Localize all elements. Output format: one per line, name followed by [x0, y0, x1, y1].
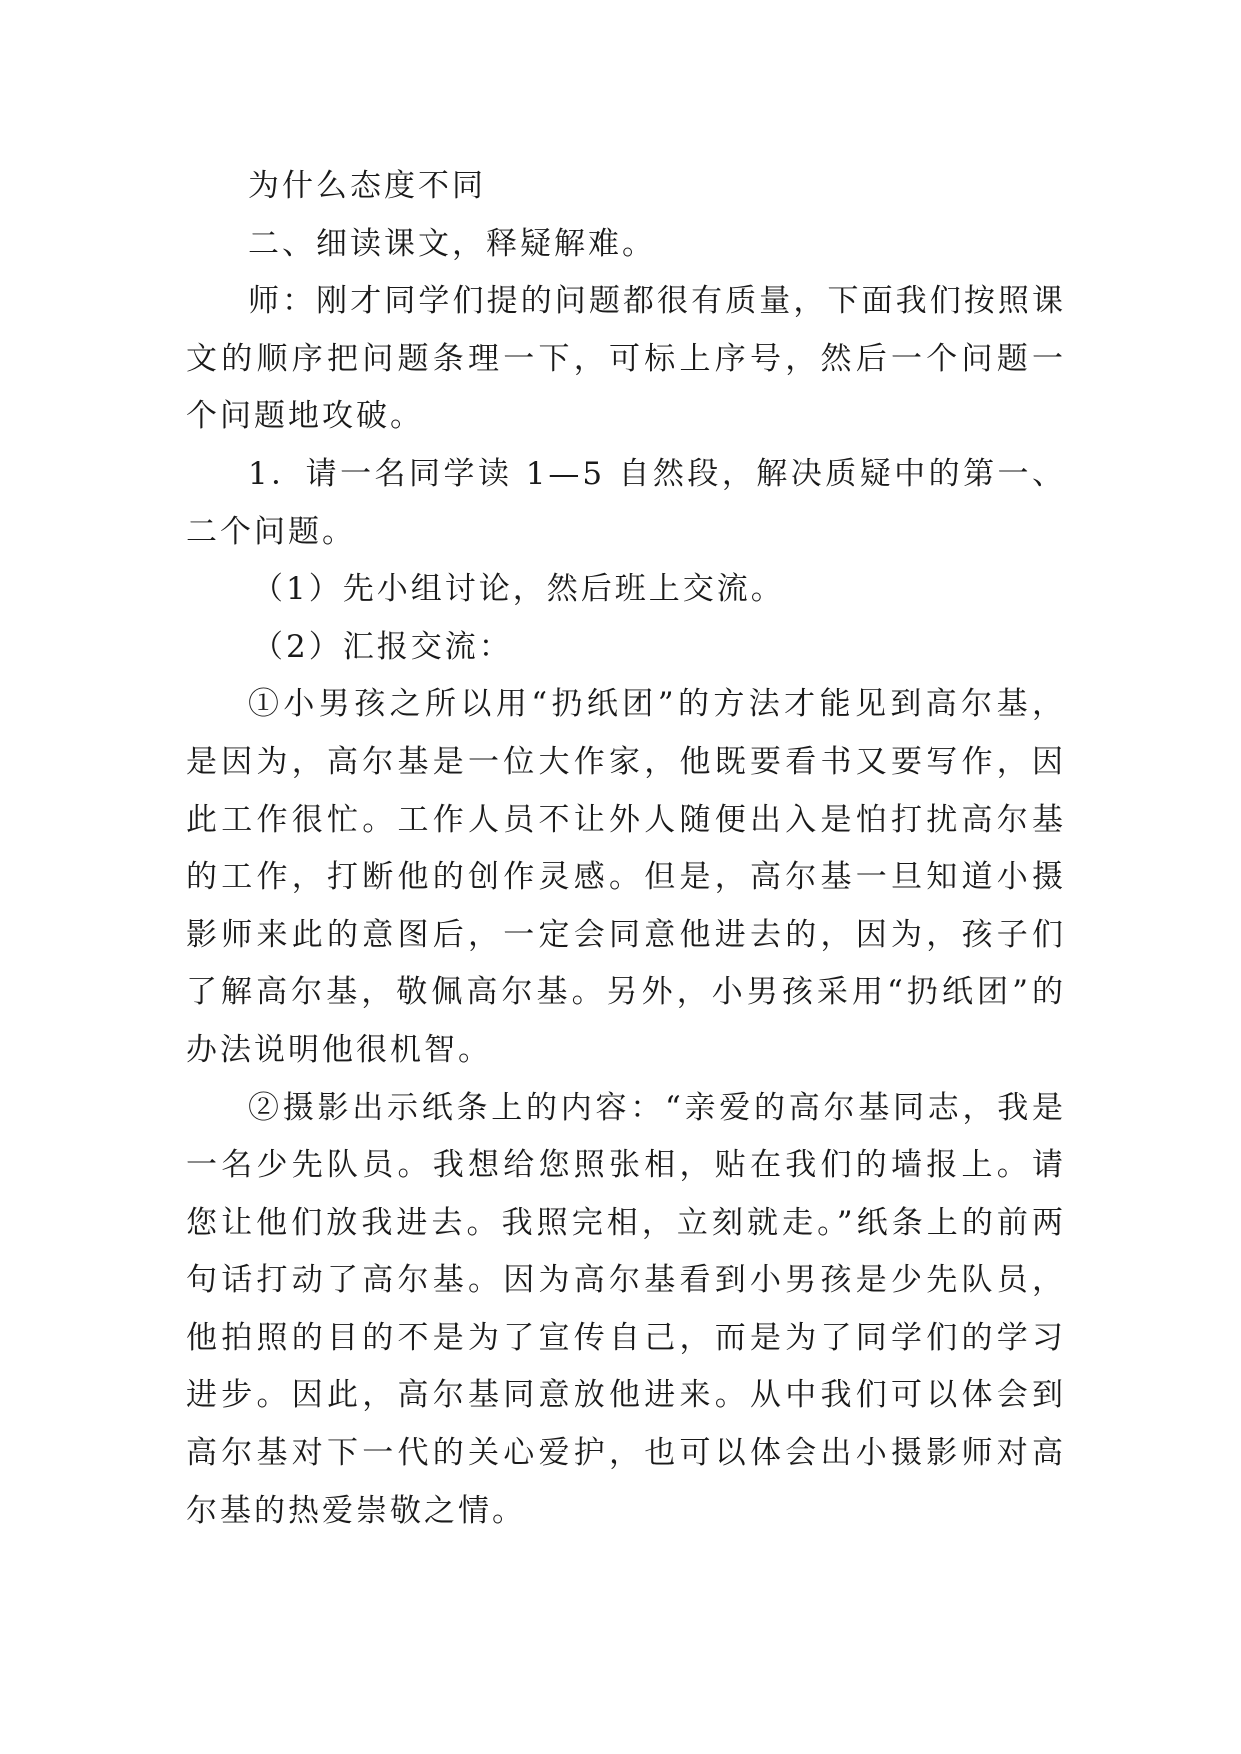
paragraph-question-continuation: 为什么态度不同	[248, 168, 486, 204]
document-body	[186, 158, 1066, 1540]
section-heading-close-reading: 二、细读课文，释疑解难。	[248, 225, 656, 262]
paragraph-step-one: 1．请一名同学读 1—5 自然段，解决质疑中的第一、二个问题。	[186, 455, 1066, 550]
paragraph-answer-one: ①小男孩之所以用“扔纸团”的方法才能见到高尔基，是因为，高尔基是一位大作家，他既要看书又要写作，因此工作很忙。工作人员不让外人随便出入是怕打扰高尔基的工作，打断他的创作灵感。但是，高尔基一旦知道小摄影师来此的意图后，一定会同意他进去的，因为，孩子们了解高尔基，敬佩高尔基。另外，小男孩采用“扔纸团”的办法说明他很机智。	[186, 686, 1066, 1068]
paragraph-group-discussion: （1）先小组讨论，然后班上交流。	[252, 571, 785, 608]
paragraph-teacher-instruction: 师：刚才同学们提的问题都很有质量，下面我们按照课文的顺序把问题条理一下，可标上序号，然后一个问题一个问题地攻破。	[186, 283, 1066, 435]
paragraph-answer-two: ②摄影出示纸条上的内容：“亲爱的高尔基同志，我是一名少先队员。我想给您照张相，贴在我们的墙报上。请您让他们放我进去。我照完相，立刻就走。”纸条上的前两句话打动了高尔基。因为高尔基看到小男孩是少先队员，他拍照的目的不是为了宣传自己，而是为了同学们的学习进步。因此，高尔基同意放他进来。从中我们可以体会到高尔基对下一代的关心爱护，也可以体会出小摄影师对高尔基的热爱崇敬之情。	[186, 1089, 1066, 1529]
paragraph-report-exchange: （2）汇报交流：	[252, 628, 513, 665]
